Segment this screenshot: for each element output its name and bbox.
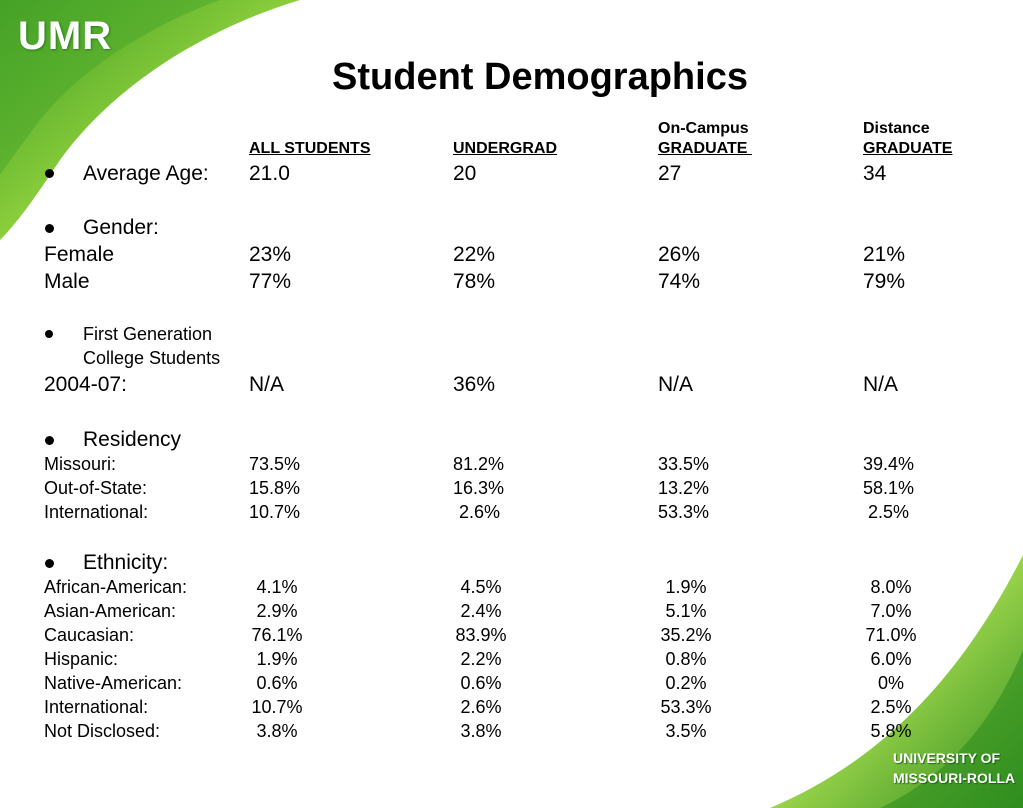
firstgen-distance: N/A — [863, 373, 899, 396]
ethnicity-cell: 3.8% — [460, 721, 502, 741]
residency-row-label: Missouri: — [44, 454, 117, 474]
ethnicity-row-label: African-American: — [44, 577, 188, 597]
residency-cell: 33.5% — [658, 454, 710, 474]
male-label: Male — [44, 270, 90, 293]
age-all: 21.0 — [249, 162, 290, 185]
bullet-icon — [45, 559, 54, 568]
header-distance-graduate: GRADUATE — [863, 140, 953, 157]
umr-logo: UMR — [18, 14, 113, 58]
ethnicity-cell: 0.2% — [665, 673, 707, 693]
ethnicity-cell: 71.0% — [865, 625, 917, 645]
university-logo-line2: MISSOURI-ROLLA — [893, 770, 1016, 786]
page-title: Student Demographics — [332, 56, 748, 98]
ethnicity-cell: 3.5% — [665, 721, 707, 741]
age-undergrad: 20 — [453, 162, 477, 185]
ethnicity-cell: 53.3% — [660, 697, 712, 717]
residency-cell: 13.2% — [658, 478, 710, 498]
female-oncampus: 26% — [658, 243, 701, 266]
female-undergrad: 22% — [453, 243, 496, 266]
age-oncampus: 27 — [658, 162, 682, 185]
university-logo-line1: UNIVERSITY OF — [893, 750, 1001, 766]
residency-cell: 73.5% — [249, 454, 301, 474]
ethnicity-cell: 8.0% — [870, 577, 912, 597]
residency-label: Residency — [83, 428, 182, 451]
residency-cell: 10.7% — [249, 502, 301, 522]
firstgen-oncampus: N/A — [658, 373, 694, 396]
ethnicity-row-label: International: — [44, 697, 149, 717]
residency-row-label: International: — [44, 502, 149, 522]
bullet-icon — [45, 224, 54, 233]
female-distance: 21% — [863, 243, 906, 266]
ethnicity-cell: 5.1% — [665, 601, 707, 621]
header-oncampus-top: On-Campus — [658, 120, 749, 137]
ethnicity-cell: 1.9% — [256, 649, 298, 669]
residency-cell: 15.8% — [249, 478, 301, 498]
firstgen-year-label: 2004-07: — [44, 373, 127, 396]
ethnicity-cell: 2.9% — [256, 601, 298, 621]
bullet-icon — [45, 169, 54, 178]
ethnicity-row-label: Caucasian: — [44, 625, 135, 645]
residency-cell: 16.3% — [453, 478, 505, 498]
ethnicity-row-label: Not Disclosed: — [44, 721, 161, 741]
gender-label: Gender: — [83, 216, 159, 239]
ethnicity-cell: 83.9% — [455, 625, 507, 645]
ethnicity-cell: 6.0% — [870, 649, 912, 669]
ethnicity-cell: 3.8% — [256, 721, 298, 741]
ethnicity-cell: 2.6% — [460, 697, 502, 717]
residency-cell: 2.6% — [459, 502, 501, 522]
bullet-icon — [45, 330, 53, 338]
ethnicity-cell: 2.2% — [460, 649, 502, 669]
residency-cell: 39.4% — [863, 454, 915, 474]
residency-cell: 58.1% — [863, 478, 915, 498]
ethnicity-cell: 2.4% — [460, 601, 502, 621]
ethnicity-cell: 10.7% — [251, 697, 303, 717]
male-oncampus: 74% — [658, 270, 701, 293]
ethnicity-cell: 76.1% — [251, 625, 303, 645]
male-all: 77% — [249, 270, 292, 293]
female-all: 23% — [249, 243, 292, 266]
male-undergrad: 78% — [453, 270, 496, 293]
ethnicity-label: Ethnicity: — [83, 551, 169, 574]
header-undergrad: UNDERGRAD — [453, 140, 557, 157]
age-label: Average Age: — [83, 162, 209, 185]
header-all-students: ALL STUDENTS — [249, 140, 371, 157]
male-distance: 79% — [863, 270, 906, 293]
firstgen-undergrad: 36% — [453, 373, 496, 396]
female-label: Female — [44, 243, 115, 266]
ethnicity-cell: 0% — [877, 673, 904, 693]
firstgen-all: N/A — [249, 373, 285, 396]
firstgen-label-line1: First Generation — [83, 324, 213, 344]
ethnicity-cell: 0.6% — [256, 673, 298, 693]
ethnicity-cell: 1.9% — [665, 577, 707, 597]
ethnicity-cell: 0.8% — [665, 649, 707, 669]
ethnicity-row-label: Native-American: — [44, 673, 183, 693]
ethnicity-row-label: Asian-American: — [44, 601, 177, 621]
residency-cell: 2.5% — [868, 502, 910, 522]
residency-cell: 53.3% — [658, 502, 710, 522]
ethnicity-cell: 4.1% — [256, 577, 298, 597]
residency-cell: 81.2% — [453, 454, 505, 474]
ethnicity-cell: 7.0% — [870, 601, 912, 621]
ethnicity-cell: 5.8% — [870, 721, 912, 741]
ethnicity-cell: 0.6% — [460, 673, 502, 693]
ethnicity-cell: 35.2% — [660, 625, 712, 645]
ethnicity-cell: 4.5% — [460, 577, 502, 597]
residency-row-label: Out-of-State: — [44, 478, 148, 498]
header-oncampus-graduate: GRADUATE — [658, 140, 752, 157]
ethnicity-cell: 2.5% — [870, 697, 912, 717]
firstgen-label-line2: College Students — [83, 348, 221, 368]
age-distance: 34 — [863, 162, 887, 185]
bullet-icon — [45, 436, 54, 445]
ethnicity-row-label: Hispanic: — [44, 649, 119, 669]
university-logo — [893, 748, 1015, 788]
header-distance-top: Distance — [863, 120, 930, 137]
